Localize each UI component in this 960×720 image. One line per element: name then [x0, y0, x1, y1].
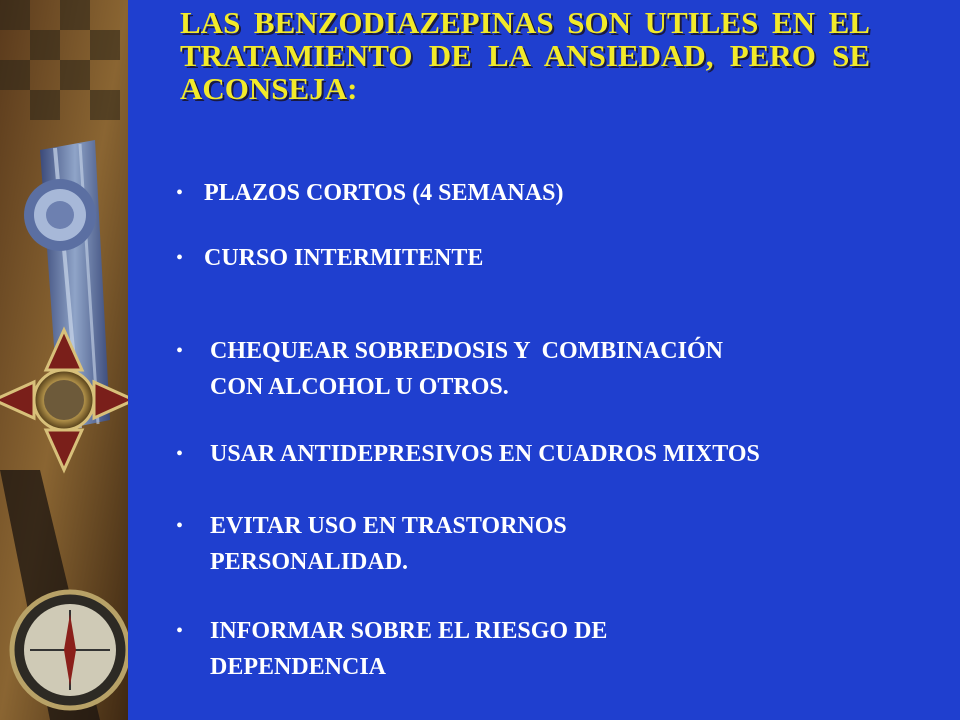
bullet-text — [204, 240, 483, 276]
bullet-line: CHEQUEAR SOBREDOSIS Y COMBINACIÓN — [210, 338, 723, 364]
bullet-marker: • — [176, 443, 184, 465]
bullet-text — [210, 613, 890, 685]
bullet-line: PERSONALIDAD. — [210, 549, 409, 575]
bullet-marker: • — [176, 340, 184, 362]
slide-title-text: LAS BENZODIAZEPINAS SON UTILES EN EL TRATAMIENTO DE LA ANSIEDAD, PERO SE ACONSEJA — [180, 5, 870, 106]
slide-title-colon: : — [347, 71, 358, 106]
bullet-line: DEPENDENCIA — [210, 654, 387, 680]
bullet-text — [210, 436, 760, 472]
bullet-text — [210, 508, 890, 580]
bullet-line: EVITAR USO EN TRASTORNOS — [210, 513, 567, 539]
slide-title — [180, 6, 870, 105]
bullet-line: INFORMAR SOBRE EL RIESGO DE — [210, 618, 608, 644]
bullet-line: CURSO INTERMITENTE — [204, 245, 484, 271]
bullet-text — [210, 333, 890, 405]
compass-icon — [12, 592, 128, 708]
bullet-item — [176, 175, 563, 211]
bullet-marker: • — [176, 620, 184, 642]
bullet-item — [176, 613, 890, 685]
bullet-item — [176, 240, 483, 276]
decorative-side-image — [0, 0, 128, 720]
bullet-item — [176, 508, 890, 580]
bullet-marker: • — [176, 247, 184, 269]
bullet-text — [204, 175, 563, 211]
bullet-marker: • — [176, 182, 184, 204]
bullet-line: USAR ANTIDEPRESIVOS EN CUADROS MIXTOS — [210, 441, 760, 467]
bullet-line: CON ALCOHOL U OTROS. — [210, 374, 509, 400]
bullet-item — [176, 333, 890, 405]
bullet-marker: • — [176, 515, 184, 537]
bullet-line: PLAZOS CORTOS (4 SEMANAS) — [204, 180, 564, 206]
bullet-item — [176, 436, 760, 472]
